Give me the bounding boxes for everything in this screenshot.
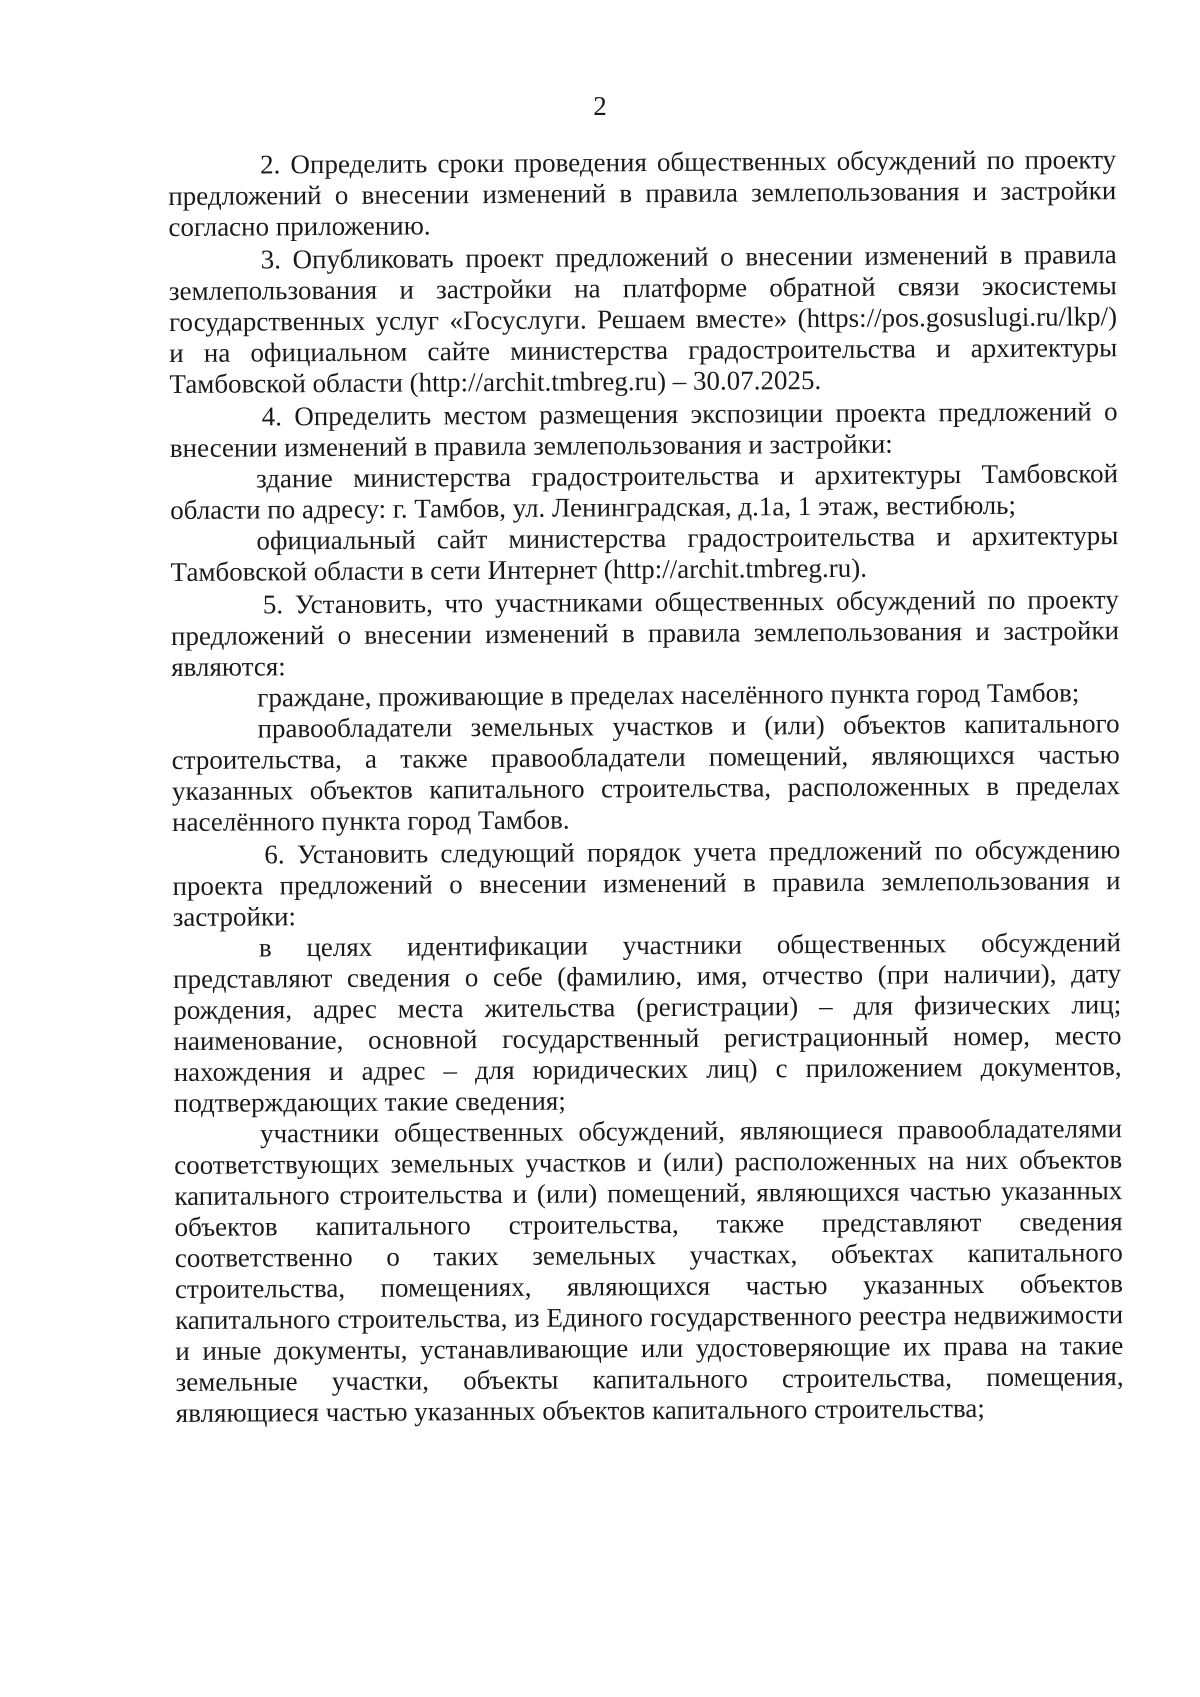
paragraph-rightholder-documents: участники общественных обсуждений, являющиеся правообладателями соответствующих земельных участков и (или) расположенных на них объектов капитального строительства и (или) помещений, являющихся частью указанных объектов капитального строительства, также представляют сведения соответственно о таких земельных участках, объектах капитального строительства, помещениях, являющихся частью указанных объектов капитального строительства, из Единого государственного реестра недвижимости и иные документы, устанавливающие или удостоверяющие их права на такие земельные участки, объекты капитального строительства, помещения, являющиеся частью указанных объектов капитального строительства; [174,1113,1124,1428]
paragraph-participants-citizens: граждане, проживающие в пределах населённого пункта город Тамбов; [257,677,1080,713]
document-body [168,142,1124,1429]
page-number: 2 [593,91,607,121]
paragraph-item-4: 4. Определить местом размещения экспозиции проекта предложений о внесении изменений в правила землепользования и застройки: [169,396,1118,463]
paragraph-exposition-building: здание министерства градостроительства и архитектуры Тамбовской области по адресу: г. Тамбов, ул. Ленинградская, д.1а, 1 этаж, вестибюль; [170,458,1119,525]
paragraph-item-3: 3. Опубликовать проект предложений о внесении изменений в правила землепользования и застройки на платформе обратной связи экосистемы государственных услуг «Госуслуги. Решаем вместе» (https://pos.gosuslugi.ru/lkp/) и на официальном сайте министерства градостроительства и архитектуры Тамбовской области (http://archit.tmbreg.ru) – 30.07.2025. [168,239,1118,399]
paragraph-item-2: 2. Определить сроки проведения общественных обсуждений по проекту предложений о внесении изменений в правила землепользования и застройки согласно приложению. [168,144,1117,242]
paragraph-exposition-website: официальный сайт министерства градостроительства и архитектуры Тамбовской области в сети Интернет (http://archit.tmbreg.ru). [170,520,1119,587]
paragraph-participants-rightholders: правообладатели земельных участков и (или) объектов капитального строительства, а также правообладатели помещений, являющихся частью указанных объектов капитального строительства, расположенных в пределах населённого пункта город Тамбов. [171,708,1121,837]
paragraph-identification: в целях идентификации участники общественных обсуждений представляют сведения о себе (фамилию, имя, отчество (при наличии), дату рождения, адрес места жительства (регистрации) – для физических лиц; наименование, основной государственный регистрационный номер, место нахождения и адрес – для юридических лиц) с приложением документов, подтверждающих такие сведения; [172,927,1122,1118]
paragraph-item-6: 6. Установить следующий порядок учета предложений по обсуждению проекта предложений о внесении изменений в правила землепользования и застройки: [172,834,1121,932]
paragraph-item-5: 5. Установить, что участниками общественных обсуждений по проекту предложений о внесении изменений в правила землепользования и застройки являются: [170,584,1120,682]
